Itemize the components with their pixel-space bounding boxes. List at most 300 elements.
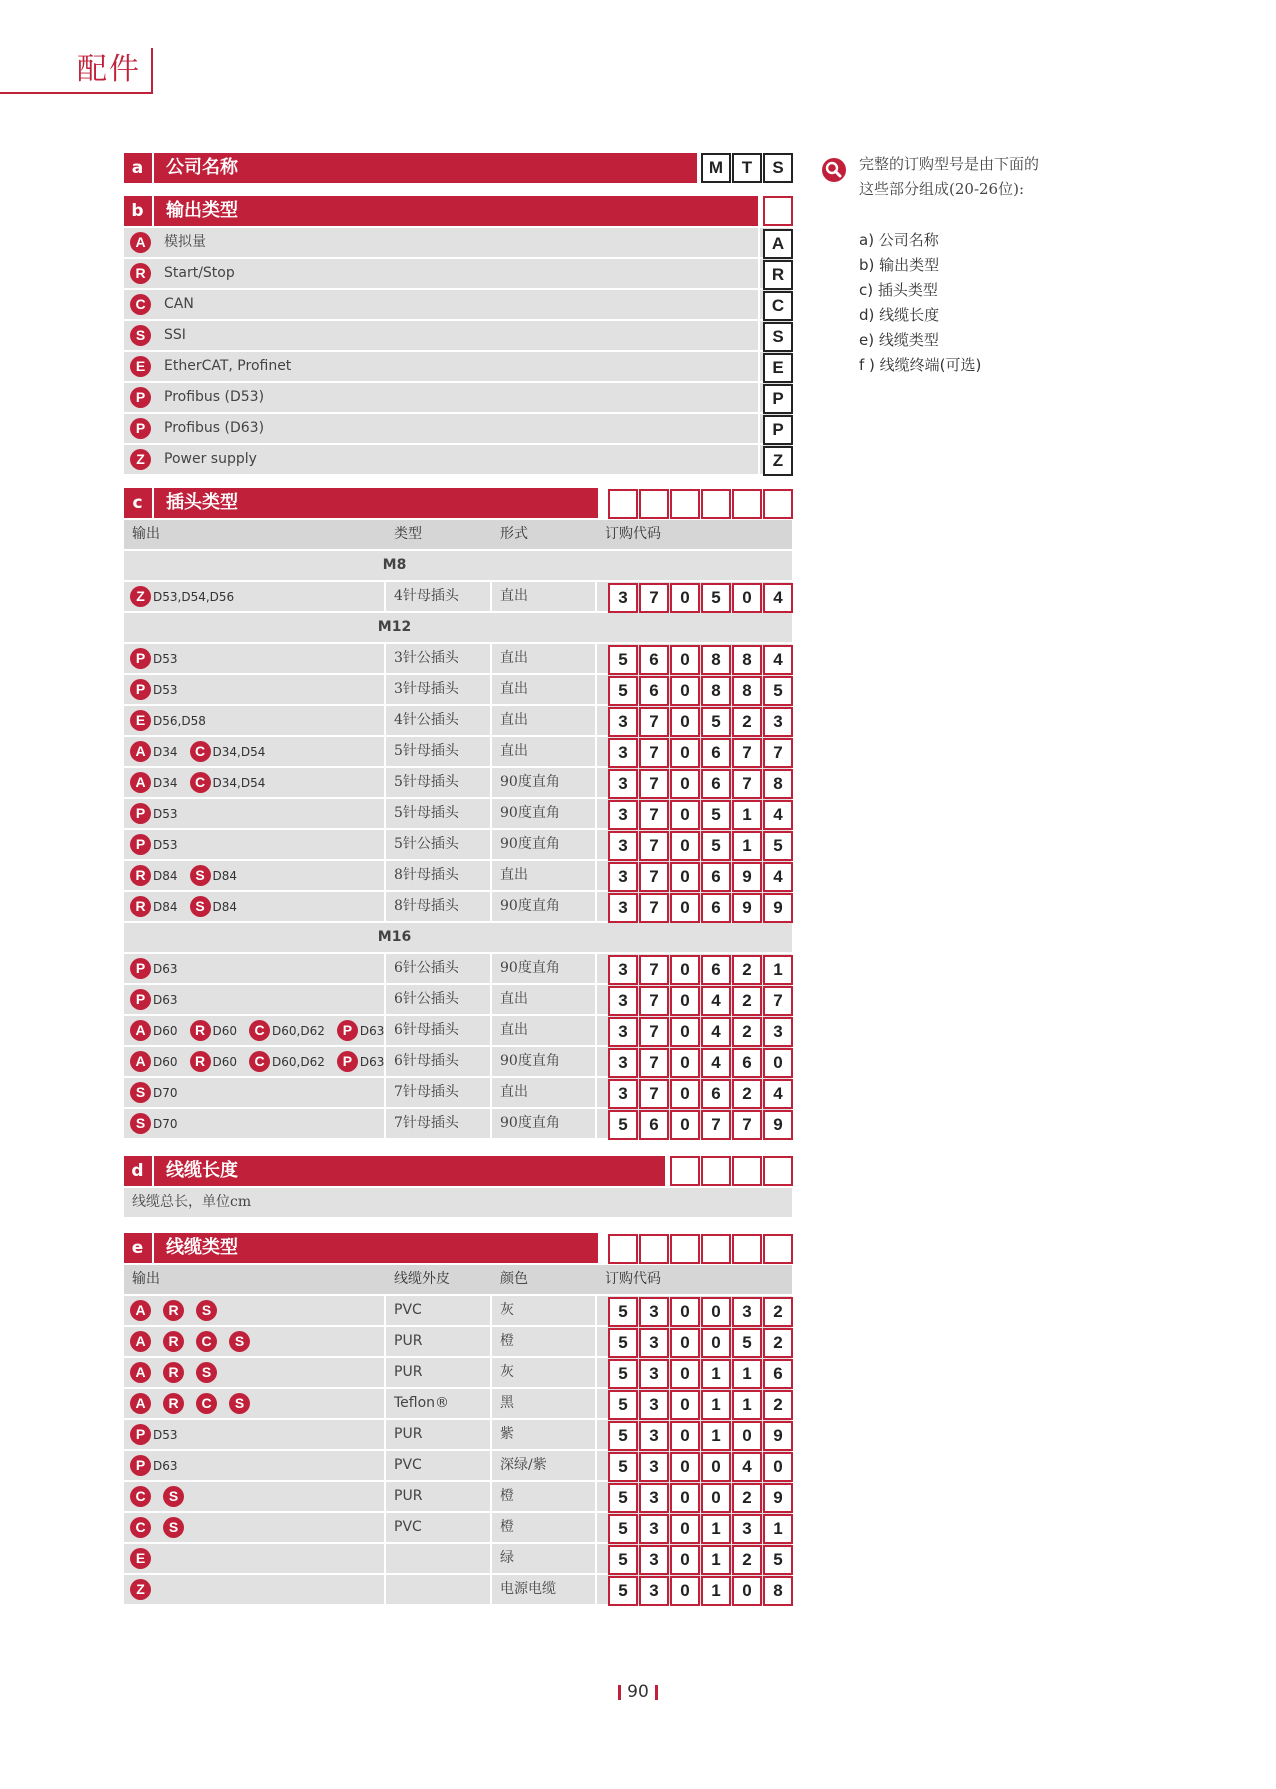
- code-box: [701, 1156, 731, 1186]
- table-row: [124, 1482, 792, 1511]
- code-box: [763, 1234, 793, 1264]
- code-box: 5: [608, 1452, 638, 1482]
- output-label: D70: [153, 1085, 178, 1100]
- code-box: 5: [608, 676, 638, 706]
- output-badge: R: [130, 865, 151, 886]
- output-cell: [130, 1109, 178, 1138]
- code-box: 0: [763, 1048, 793, 1078]
- code-box: 0: [670, 1514, 700, 1544]
- output-cell: [130, 1451, 178, 1480]
- table-row: [124, 1296, 792, 1325]
- section-e-title: 线缆类型: [166, 1237, 238, 1258]
- code-box: 3: [608, 955, 638, 985]
- table-row: [124, 1078, 792, 1107]
- section-e-letter: e: [131, 1238, 144, 1258]
- code-box: 2: [732, 986, 762, 1016]
- code-box: 3: [763, 707, 793, 737]
- code-box: [763, 1156, 793, 1186]
- table-row: [124, 1544, 792, 1573]
- code-box: 1: [763, 955, 793, 985]
- code-box: 3: [608, 893, 638, 923]
- color-cell: 橙: [500, 1333, 514, 1349]
- type-cell: 8针母插头: [394, 867, 459, 883]
- section-d-bar: [124, 1156, 792, 1186]
- list-item: [124, 352, 792, 381]
- code-box: P: [763, 415, 793, 445]
- output-cell: [130, 799, 178, 828]
- output-cell: [130, 1327, 250, 1356]
- table-row: [124, 706, 792, 735]
- type-cell: 7针母插头: [394, 1115, 459, 1131]
- form-cell: 90度直角: [500, 898, 560, 914]
- jacket-cell: PUR: [394, 1488, 423, 1504]
- code-box: 6: [701, 955, 731, 985]
- code-box: 7: [732, 769, 762, 799]
- type-cell: 7针母插头: [394, 1084, 459, 1100]
- output-badge: S: [190, 896, 211, 917]
- output-type-list: [124, 228, 792, 474]
- code-box: 7: [639, 1017, 669, 1047]
- code-box: 3: [639, 1514, 669, 1544]
- code-box: 4: [763, 645, 793, 675]
- output-label: D53: [153, 651, 178, 666]
- code-box: 0: [670, 583, 700, 613]
- code-box: 7: [639, 955, 669, 985]
- sidebar-list: [859, 228, 981, 378]
- code-box: 0: [763, 1452, 793, 1482]
- code-box: [608, 489, 638, 519]
- form-cell: 直出: [500, 681, 528, 697]
- jacket-cell: Teflon®: [394, 1395, 450, 1411]
- code-box: 4: [763, 800, 793, 830]
- table-row: [124, 644, 792, 673]
- output-label: D63: [153, 992, 178, 1007]
- code-box: 5: [763, 1545, 793, 1575]
- output-label: D60: [153, 1054, 178, 1069]
- section-e: [124, 1233, 792, 1604]
- table-header: [124, 520, 792, 549]
- output-badge: C: [190, 772, 211, 793]
- form-cell: 直出: [500, 867, 528, 883]
- code-box: 1: [763, 1514, 793, 1544]
- output-badge: E: [130, 1548, 151, 1569]
- output-cell: [130, 830, 178, 859]
- output-badge: S: [163, 1486, 184, 1507]
- code-box: 7: [639, 769, 669, 799]
- code-box: 0: [670, 645, 700, 675]
- output-badge: S: [130, 325, 151, 346]
- code-box: 1: [701, 1421, 731, 1451]
- type-cell: 5针母插头: [394, 805, 459, 821]
- code-box: [639, 489, 669, 519]
- code-box: 0: [670, 1545, 700, 1575]
- code-box: 3: [639, 1576, 669, 1606]
- section-a-letter: a: [131, 158, 144, 178]
- code-box: [670, 1234, 700, 1264]
- code-box: 0: [670, 1297, 700, 1327]
- code-box: 8: [732, 645, 762, 675]
- output-cell: [130, 1358, 217, 1387]
- code-box: 3: [732, 1514, 762, 1544]
- section-b-letter: b: [131, 201, 144, 221]
- code-box: 7: [639, 800, 669, 830]
- output-label: D56,D58: [153, 713, 206, 728]
- code-box: R: [763, 260, 793, 290]
- code-box: 3: [608, 986, 638, 1016]
- output-badge: P: [130, 803, 151, 824]
- output-label: D34,D54: [212, 775, 266, 790]
- code-box: 5: [608, 1390, 638, 1420]
- code-box: 5: [608, 1576, 638, 1606]
- code-box: 2: [732, 1545, 762, 1575]
- output-cell: [130, 1016, 384, 1045]
- code-box: 0: [670, 986, 700, 1016]
- output-label: Start/Stop: [164, 265, 235, 281]
- code-box: 0: [670, 1390, 700, 1420]
- code-box: 7: [639, 893, 669, 923]
- code-box: 0: [670, 800, 700, 830]
- code-box: 9: [763, 1421, 793, 1451]
- code-box: 3: [639, 1483, 669, 1513]
- list-item: a) 公司名称: [859, 231, 939, 249]
- code-box: 6: [701, 1079, 731, 1109]
- code-box: 0: [670, 1079, 700, 1109]
- code-box: [701, 1234, 731, 1264]
- code-box: [670, 1156, 700, 1186]
- output-badge: Z: [130, 586, 151, 607]
- output-badge: A: [130, 741, 151, 762]
- form-cell: 直出: [500, 991, 528, 1007]
- code-box: 0: [670, 1110, 700, 1140]
- code-box: 0: [670, 831, 700, 861]
- code-box: 6: [732, 1048, 762, 1078]
- list-item: [124, 228, 792, 257]
- code-box: 5: [732, 1328, 762, 1358]
- code-box: 0: [670, 1576, 700, 1606]
- code-box: 7: [763, 738, 793, 768]
- output-label: D34,D54: [212, 744, 266, 759]
- output-label: D60,D62: [272, 1023, 325, 1038]
- output-label: SSI: [164, 327, 186, 343]
- code-box: 5: [701, 800, 731, 830]
- output-cell: [130, 1389, 250, 1418]
- section-a: [124, 153, 792, 183]
- code-box: 5: [608, 1359, 638, 1389]
- output-badge: C: [130, 1486, 151, 1507]
- output-badge: P: [130, 958, 151, 979]
- code-box: 0: [670, 1483, 700, 1513]
- code-box: 7: [639, 738, 669, 768]
- output-badge: A: [130, 232, 151, 253]
- code-box: 7: [763, 986, 793, 1016]
- list-item: c) 插头类型: [859, 281, 938, 299]
- output-cell: [130, 1420, 178, 1449]
- code-box: 4: [763, 1079, 793, 1109]
- output-label: D63: [153, 1458, 178, 1473]
- output-label: D60: [212, 1023, 238, 1038]
- list-item: [124, 290, 792, 319]
- code-box: 3: [639, 1297, 669, 1327]
- output-cell: [130, 1513, 184, 1542]
- code-box: 0: [670, 1328, 700, 1358]
- output-label: D34: [153, 744, 178, 759]
- output-label: Profibus (D53): [164, 389, 265, 405]
- code-box: 0: [701, 1297, 731, 1327]
- table-row: [124, 985, 792, 1014]
- code-box: 1: [732, 831, 762, 861]
- output-badge: A: [130, 1393, 151, 1414]
- output-label: CAN: [164, 296, 194, 312]
- form-cell: 直出: [500, 1084, 528, 1100]
- type-cell: 5针母插头: [394, 774, 459, 790]
- code-box: [763, 489, 793, 519]
- type-cell: 6针公插头: [394, 960, 459, 976]
- col-header-output: 输出: [132, 526, 160, 542]
- jacket-cell: PUR: [394, 1333, 423, 1349]
- jacket-cell: PVC: [394, 1302, 422, 1318]
- output-badge: R: [190, 1051, 211, 1072]
- code-box: 3: [608, 1017, 638, 1047]
- jacket-cell: PVC: [394, 1457, 422, 1473]
- code-box: 5: [608, 645, 638, 675]
- output-badge: C: [249, 1020, 270, 1041]
- code-box: [639, 1234, 669, 1264]
- code-box: 4: [701, 1017, 731, 1047]
- section-c-bar: [124, 488, 792, 518]
- code-box: 5: [608, 1421, 638, 1451]
- output-badge: C: [190, 741, 211, 762]
- output-badge: S: [190, 865, 211, 886]
- form-cell: 直出: [500, 650, 528, 666]
- type-cell: 6针母插头: [394, 1053, 459, 1069]
- form-cell: 直出: [500, 588, 528, 604]
- output-label: D84: [212, 868, 238, 883]
- code-box: 6: [701, 769, 731, 799]
- code-box: 6: [763, 1359, 793, 1389]
- cable-length-note: 线缆总长，单位cm: [124, 1188, 792, 1217]
- output-label: D53: [153, 682, 178, 697]
- output-label: Profibus (D63): [164, 420, 265, 436]
- table-row: [124, 1047, 792, 1076]
- output-label: D53: [153, 806, 178, 821]
- code-box: 3: [639, 1452, 669, 1482]
- code-box: 5: [701, 707, 731, 737]
- output-cell: [130, 892, 237, 921]
- code-box: 3: [732, 1297, 762, 1327]
- list-item: [124, 414, 792, 443]
- form-cell: 90度直角: [500, 805, 560, 821]
- code-box: 4: [701, 986, 731, 1016]
- color-cell: 紫: [500, 1426, 514, 1442]
- code-box: 5: [608, 1297, 638, 1327]
- output-badge: S: [163, 1517, 184, 1538]
- output-label: D84: [153, 899, 178, 914]
- code-box: 9: [732, 862, 762, 892]
- header-rule-vertical: [151, 48, 153, 94]
- code-box: 4: [732, 1452, 762, 1482]
- code-box: 1: [732, 1390, 762, 1420]
- list-item: [124, 445, 792, 474]
- output-badge: E: [130, 356, 151, 377]
- code-box: 6: [701, 738, 731, 768]
- form-cell: 90度直角: [500, 1115, 560, 1131]
- output-badge: R: [163, 1300, 184, 1321]
- code-box: 5: [608, 1110, 638, 1140]
- table-row: [124, 1109, 792, 1138]
- type-cell: 8针母插头: [394, 898, 459, 914]
- code-box: 3: [608, 707, 638, 737]
- code-box: 0: [670, 676, 700, 706]
- code-box: 5: [608, 1483, 638, 1513]
- output-badge: A: [130, 1051, 151, 1072]
- code-box: 5: [608, 1514, 638, 1544]
- code-box: 0: [701, 1328, 731, 1358]
- cable-table: [124, 1296, 792, 1604]
- code-box: 3: [608, 769, 638, 799]
- code-box: 6: [639, 1110, 669, 1140]
- output-badge: C: [130, 294, 151, 315]
- form-cell: 直出: [500, 743, 528, 759]
- form-cell: 90度直角: [500, 774, 560, 790]
- output-badge: A: [130, 1020, 151, 1041]
- output-label: D60: [153, 1023, 178, 1038]
- code-box: 0: [701, 1483, 731, 1513]
- code-box: 0: [670, 1048, 700, 1078]
- code-box: 0: [670, 955, 700, 985]
- output-badge: P: [337, 1020, 358, 1041]
- output-badge: S: [196, 1362, 217, 1383]
- code-box: 3: [639, 1545, 669, 1575]
- section-e-bar: [124, 1233, 792, 1263]
- group-label: M16: [377, 929, 412, 945]
- output-cell: [130, 1047, 384, 1076]
- list-item: d) 线缆长度: [859, 306, 940, 324]
- output-cell: [130, 985, 178, 1014]
- code-box: 0: [670, 1359, 700, 1389]
- output-label: D53,D54,D56: [153, 589, 235, 604]
- col-header-code: 订购代码: [605, 1271, 661, 1287]
- code-box: E: [763, 353, 793, 383]
- code-box: 3: [608, 831, 638, 861]
- code-box: 2: [732, 1079, 762, 1109]
- code-box: 0: [732, 1421, 762, 1451]
- table-row: [124, 1420, 792, 1449]
- code-box: 7: [639, 831, 669, 861]
- section-b-title: 输出类型: [166, 200, 238, 221]
- col-header-color: 颜色: [500, 1271, 528, 1287]
- code-box: T: [732, 153, 762, 183]
- code-box: 1: [701, 1576, 731, 1606]
- table-row: [124, 799, 792, 828]
- type-cell: 4针公插头: [394, 712, 459, 728]
- code-box: 5: [608, 1328, 638, 1358]
- color-cell: 橙: [500, 1488, 514, 1504]
- output-cell: [130, 1296, 217, 1325]
- output-label: D53: [153, 1427, 178, 1442]
- table-row: [124, 582, 792, 611]
- output-badge: R: [190, 1020, 211, 1041]
- output-badge: C: [130, 1517, 151, 1538]
- code-box: 3: [608, 800, 638, 830]
- output-badge: Z: [130, 1579, 151, 1600]
- output-badge: P: [130, 989, 151, 1010]
- code-box: 3: [608, 862, 638, 892]
- output-badge: R: [130, 896, 151, 917]
- code-box: 2: [732, 1483, 762, 1513]
- code-box: 9: [763, 1483, 793, 1513]
- form-cell: 90度直角: [500, 836, 560, 852]
- code-box: 2: [732, 1017, 762, 1047]
- output-badge: S: [130, 1113, 151, 1134]
- color-cell: 灰: [500, 1302, 514, 1318]
- output-cell: [130, 582, 234, 611]
- table-row: [124, 1575, 792, 1604]
- output-badge: R: [163, 1393, 184, 1414]
- code-box: Z: [763, 446, 793, 476]
- table-row: [124, 1513, 792, 1542]
- code-box: 3: [608, 583, 638, 613]
- jacket-cell: PUR: [394, 1426, 423, 1442]
- code-box: 8: [701, 645, 731, 675]
- code-box: 1: [701, 1359, 731, 1389]
- code-box: 7: [701, 1110, 731, 1140]
- list-item: f ) 线缆终端(可选): [859, 356, 982, 374]
- table-row: [124, 954, 792, 983]
- code-box: 2: [763, 1390, 793, 1420]
- output-badge: P: [130, 1455, 151, 1476]
- code-box: 5: [608, 1545, 638, 1575]
- code-box: 2: [732, 955, 762, 985]
- output-label: D84: [212, 899, 238, 914]
- code-box: A: [763, 229, 793, 259]
- group-header: [124, 923, 792, 952]
- code-box: 6: [701, 862, 731, 892]
- output-cell: [130, 768, 265, 797]
- output-badge: A: [130, 1300, 151, 1321]
- code-box: 4: [701, 1048, 731, 1078]
- code-box: 7: [732, 1110, 762, 1140]
- code-box: 2: [763, 1328, 793, 1358]
- code-box: 5: [701, 583, 731, 613]
- code-box: 6: [639, 676, 669, 706]
- code-box: 9: [763, 1110, 793, 1140]
- output-label: D63: [359, 1023, 385, 1038]
- output-cell: [130, 861, 237, 890]
- output-badge: S: [196, 1300, 217, 1321]
- group-label: M12: [377, 619, 412, 635]
- type-cell: 5针母插头: [394, 743, 459, 759]
- group-header: [124, 613, 792, 642]
- code-box: 7: [639, 1048, 669, 1078]
- code-box: 5: [763, 676, 793, 706]
- code-box: 7: [639, 707, 669, 737]
- output-badge: P: [130, 679, 151, 700]
- page-number: 90: [0, 1682, 1276, 1702]
- code-box: S: [763, 322, 793, 352]
- code-box: [763, 196, 793, 226]
- code-box: 3: [639, 1421, 669, 1451]
- type-cell: 3针公插头: [394, 650, 459, 666]
- code-box: [670, 489, 700, 519]
- color-cell: 绿: [500, 1550, 514, 1566]
- output-label: D34: [153, 775, 178, 790]
- output-badge: C: [196, 1393, 217, 1414]
- table-row: [124, 1358, 792, 1387]
- list-item: [124, 321, 792, 350]
- type-cell: 4针母插头: [394, 588, 459, 604]
- output-label: D84: [153, 868, 178, 883]
- output-label: D63: [359, 1054, 385, 1069]
